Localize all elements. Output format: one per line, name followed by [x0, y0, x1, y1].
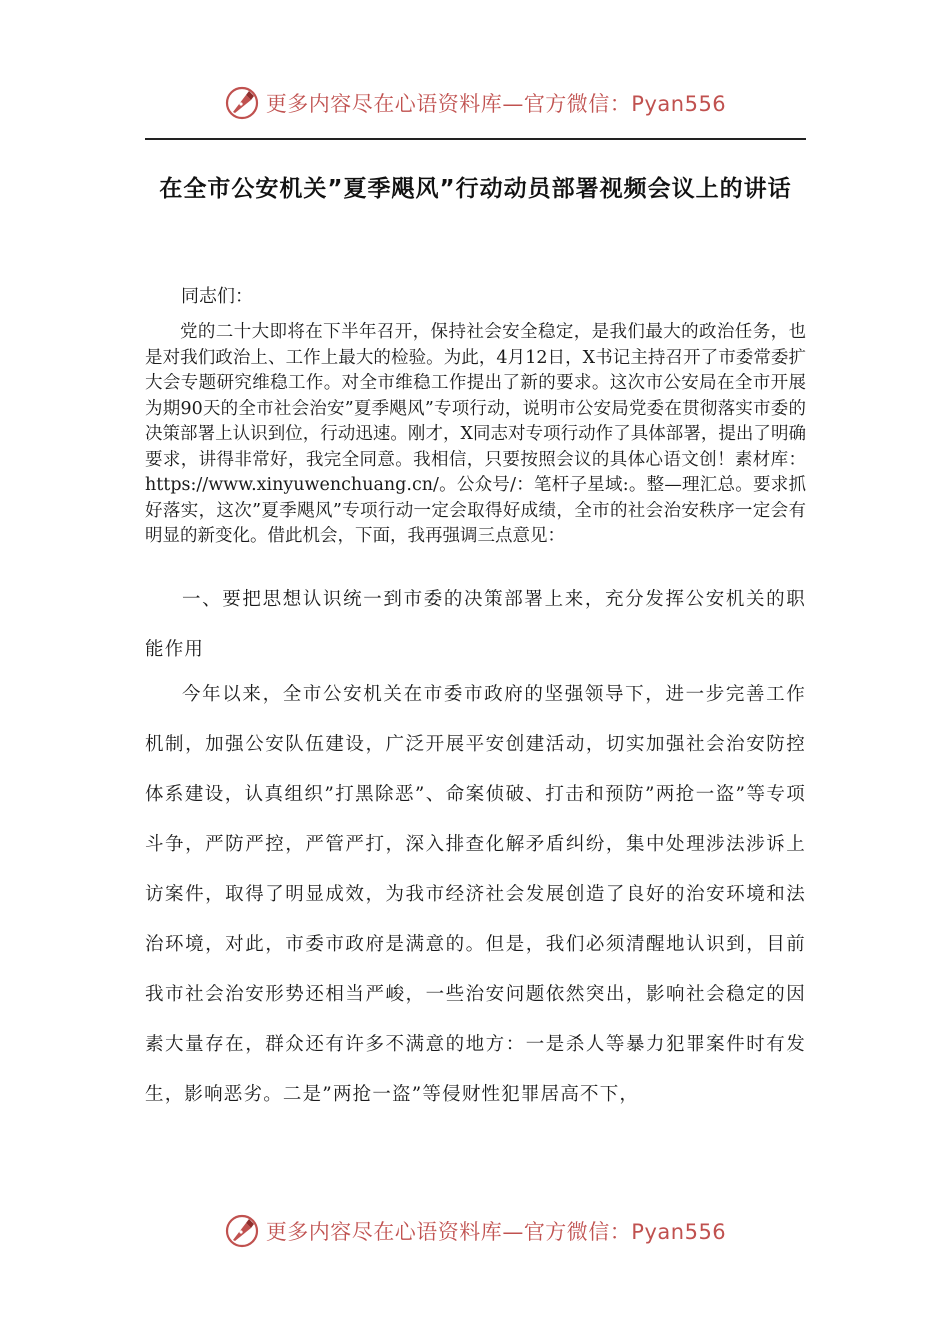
banner-main-text: 更多内容尽在心语资料库	[265, 1220, 503, 1244]
pen-nib-logo-icon	[224, 1213, 260, 1249]
banner-main-text: 更多内容尽在心语资料库	[265, 92, 503, 116]
banner-wechat-label: —官方微信：Pyan556	[502, 1220, 727, 1244]
section-heading-1: 一、要把思想认识统一到市委的决策部署上来，充分发挥公安机关的职能作用	[145, 589, 806, 660]
greeting: 同志们：	[181, 286, 253, 307]
banner-text	[266, 1216, 726, 1246]
header-divider	[145, 138, 806, 140]
banner-wechat-label: —官方微信：Pyan556	[502, 92, 727, 116]
header-banner	[0, 80, 950, 126]
banner-text	[266, 88, 726, 118]
pen-nib-logo-icon	[224, 85, 260, 121]
document-title: 在全市公安机关”夏季飓风”行动动员部署视频会议上的讲话	[159, 176, 792, 202]
paragraph-section-1: 今年以来，全市公安机关在市委市政府的坚强领导下，进一步完善工作机制，加强公安队伍建设，广泛开展平安创建活动，切实加强社会治安防控体系建设，认真组织”打黑除恶”、命案侦破、打击和预防”两抢一盗”等专项斗争，严防严控，严管严打，深入排查化解矛盾纠纷，集中处理涉法涉诉上访案件，取得了明显成效，为我市经济社会发展创造了良好的治安环境和法治环境，对此，市委市政府是满意的。但是，我们必须清醒地认识到，目前我市社会治安形势还相当严峻，一些治安问题依然突出，影响社会稳定的因素大量存在，群众还有许多不满意的地方：一是杀人等暴力犯罪案件时有发生，影响恶劣。二是”两抢一盗”等侵财性犯罪居高不下，	[145, 684, 806, 1105]
footer-banner	[0, 1208, 950, 1254]
paragraph-intro: 党的二十大即将在下半年召开，保持社会安全稳定，是我们最大的政治任务，也是对我们政治上、工作上最大的检验。为此，4月12日，X书记主持召开了市委常委扩大会专题研究维稳工作。对全市维稳工作提出了新的要求。这次市公安局在全市开展为期90天的全市社会治安”夏季飓风”专项行动，说明市公安局党委在贯彻落实市委的决策部署上认识到位，行动迅速。刚才，X同志对专项行动作了具体部署，提出了明确要求，讲得非常好，我完全同意。我相信，只要按照会议的具体心语文创！素材库：https://www.xinyuwenchuang.cn/。公众号/：笔杆子星域:。整—理汇总。要求抓好落实，这次”夏季飓风”专项行动一定会取得好成绩，全市的社会治安秩序一定会有明显的新变化。借此机会，下面，我再强调三点意见：	[145, 322, 806, 546]
